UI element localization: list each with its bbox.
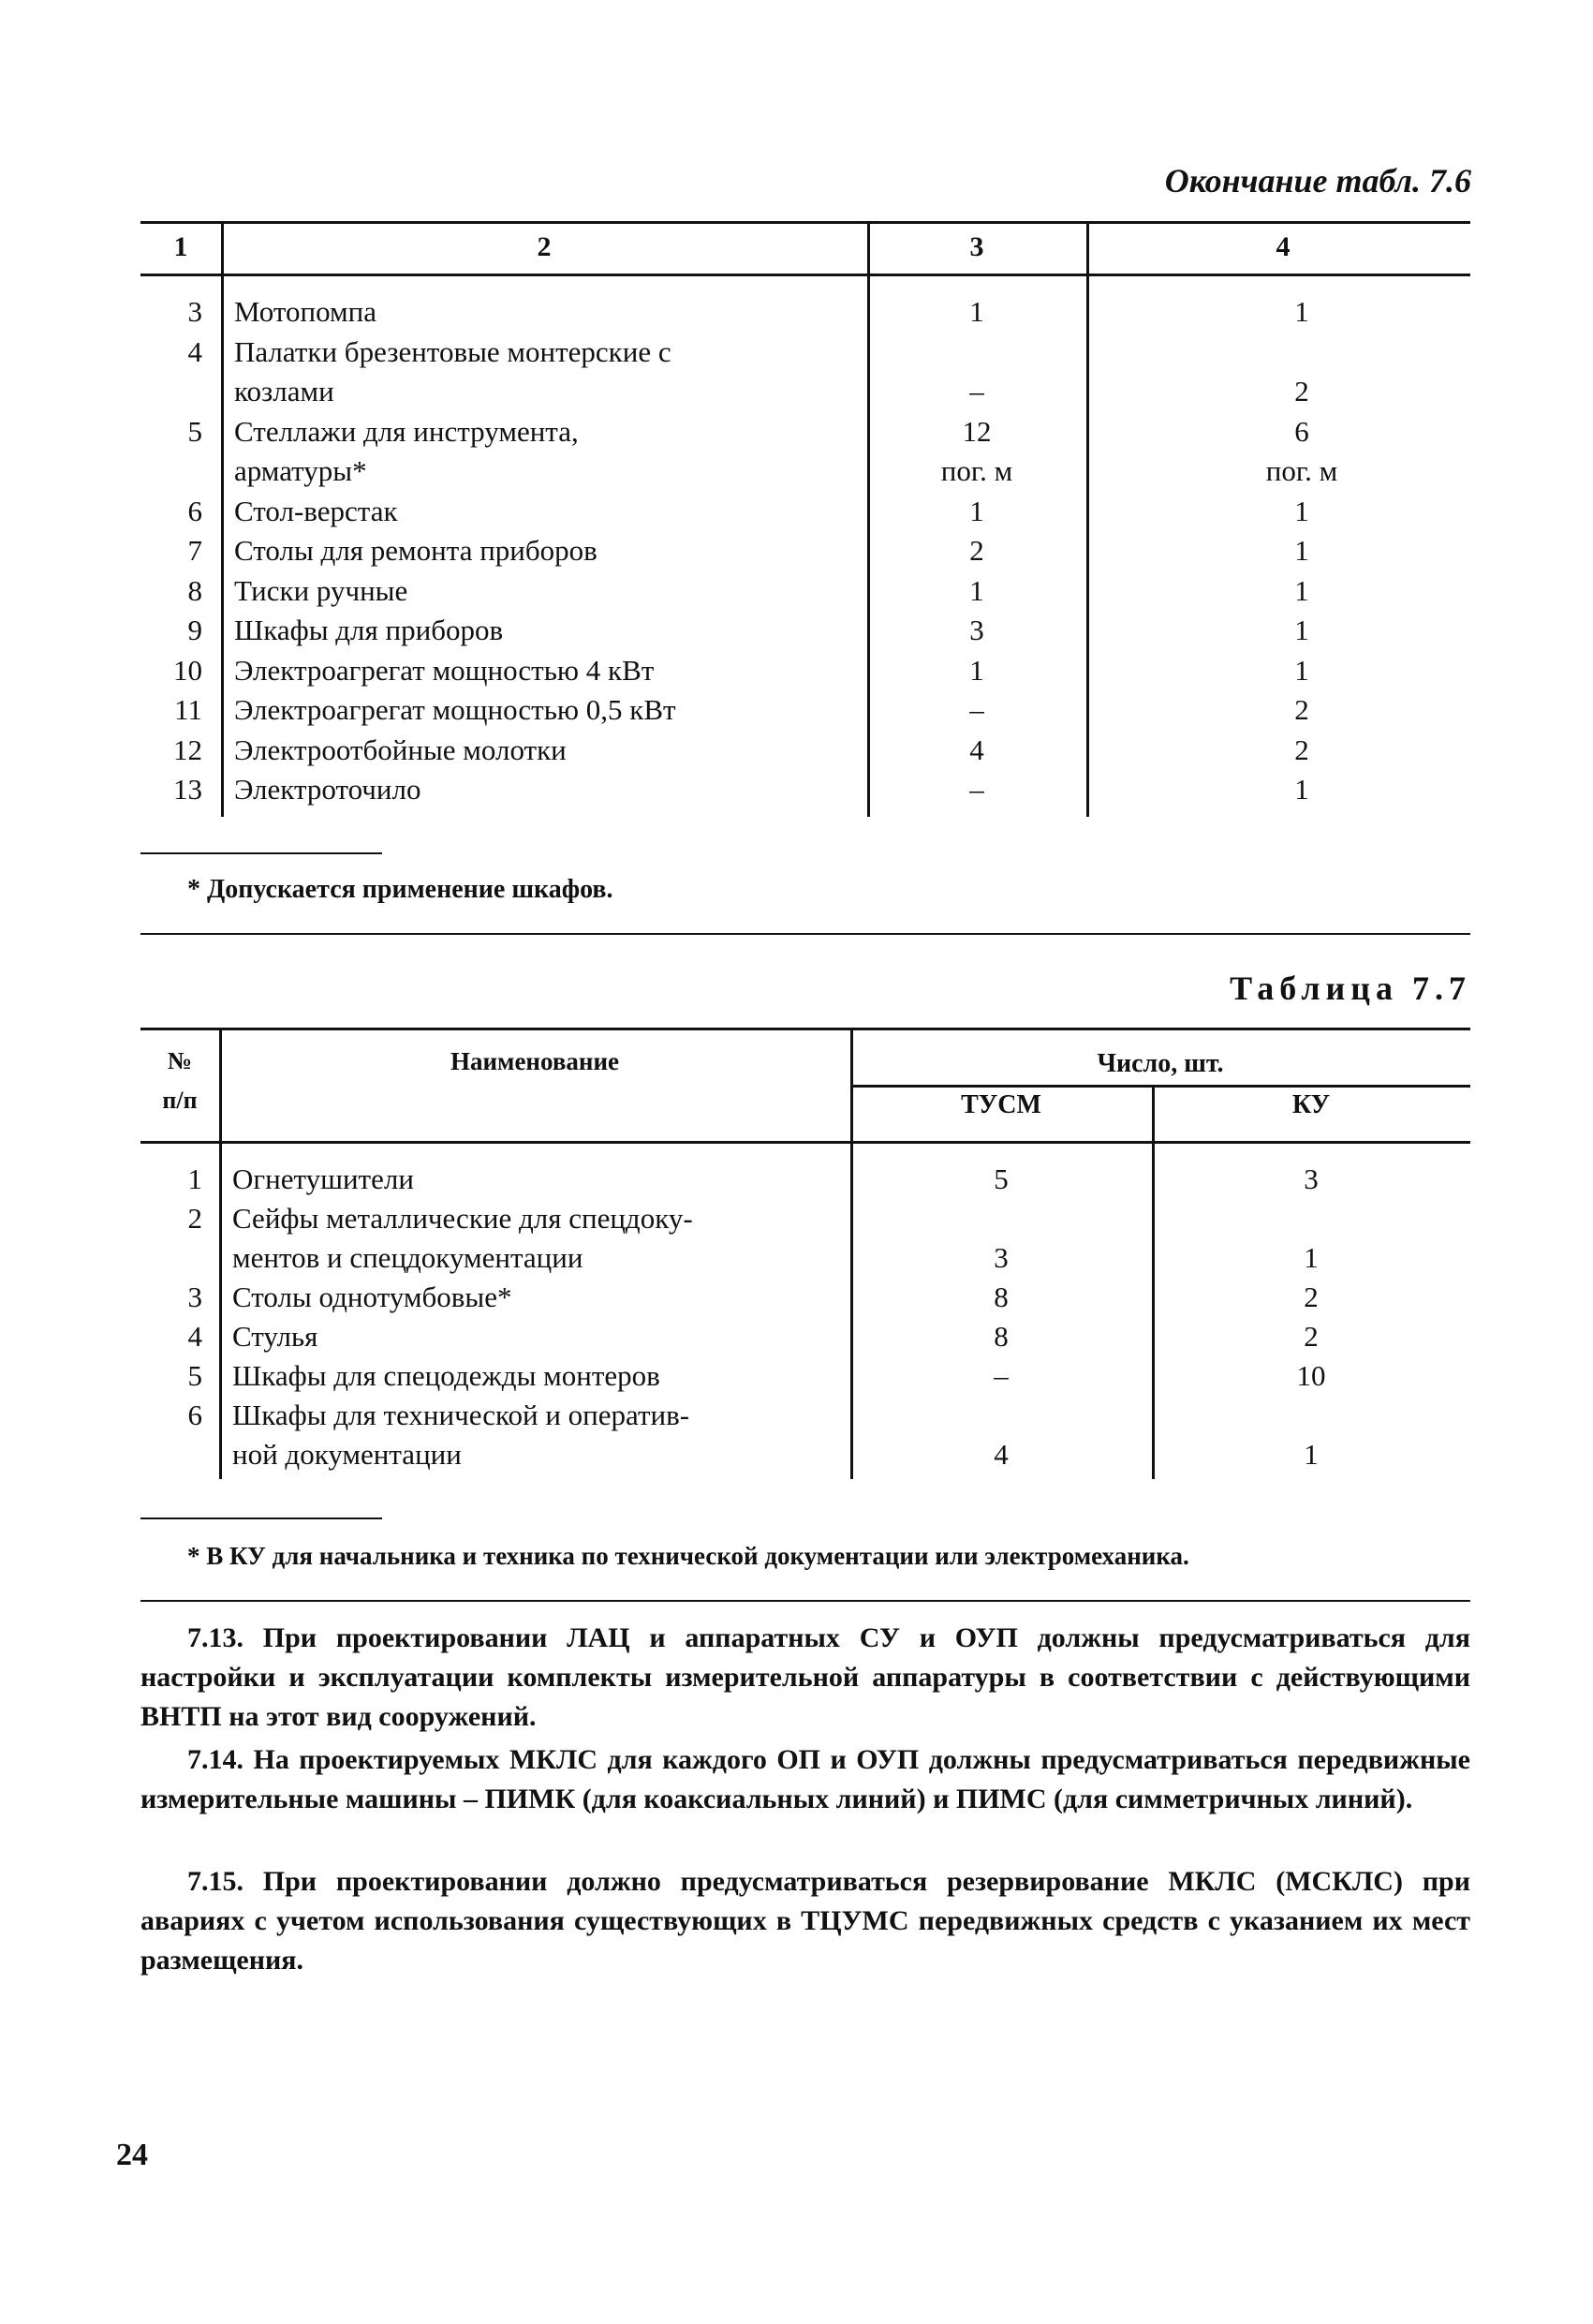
- value-col-a: –: [969, 773, 984, 806]
- value-col-a: 3: [969, 614, 984, 646]
- value-col-a: 1: [969, 573, 984, 607]
- row-number: 11: [174, 693, 202, 726]
- value-col-a: 1: [969, 653, 984, 687]
- value-col-b: 1: [1294, 534, 1309, 567]
- value-col-a: –: [969, 693, 984, 726]
- item-name: Мотопомпа: [234, 295, 376, 328]
- value-col-b: 6: [1294, 414, 1309, 448]
- paragraph-7-14: 7.14. На проектируемых МКЛС для каждого ОП и ОУП должны предусматриваться передвижные измерительные машины – ПИМК (для коаксиальных линий) и ПИМС (для симметричных линий).: [140, 1744, 1470, 1814]
- table-7-6-footnote: * Допускается применение шкафов.: [187, 875, 613, 904]
- item-name: Столы однотумбовые*: [232, 1280, 512, 1313]
- row-number: 5: [187, 414, 202, 448]
- value-col-b: 2: [1304, 1280, 1319, 1313]
- row-number: 13: [173, 773, 202, 806]
- header-name: Наименование: [450, 1047, 619, 1075]
- col-header-2: 2: [537, 231, 552, 262]
- value-col-a: 1: [969, 295, 984, 328]
- item-name: Шкафы для спецодежды монтеров: [232, 1359, 660, 1392]
- item-name: Шкафы для приборов: [234, 614, 504, 646]
- row-number: 6: [187, 494, 202, 527]
- item-name: Стеллажи для инструмента,: [234, 414, 579, 448]
- value-col-a: 3: [994, 1241, 1009, 1274]
- row-number: 3: [187, 295, 202, 328]
- value-col-b: 2: [1304, 1320, 1319, 1353]
- item-name: козлами: [234, 375, 334, 407]
- value-col-a: 12: [962, 414, 992, 448]
- value-col-b: 1: [1294, 494, 1309, 527]
- value-col-a: 4: [994, 1438, 1009, 1471]
- value-col-b: 1: [1294, 573, 1309, 607]
- value-col-a: 8: [994, 1320, 1009, 1353]
- item-name: Огнетушители: [232, 1162, 414, 1195]
- row-number: 10: [173, 653, 202, 687]
- item-name: Электроточило: [234, 773, 421, 806]
- value-col-b: 2: [1294, 693, 1309, 726]
- row-number: 9: [187, 614, 202, 646]
- value-col-a: –: [969, 375, 984, 407]
- value-col-a: 2: [969, 534, 984, 567]
- item-name: Шкафы для технической и оператив-: [232, 1399, 690, 1431]
- value-col-b: 1: [1294, 295, 1309, 328]
- value-col-a: пог. м: [940, 454, 1013, 487]
- row-number: 6: [187, 1399, 202, 1431]
- col-header-1: 1: [173, 231, 188, 262]
- value-col-a: –: [994, 1359, 1009, 1392]
- value-col-b: 2: [1294, 733, 1309, 766]
- row-number: 2: [187, 1202, 202, 1235]
- item-name: Стол-верстак: [234, 494, 398, 527]
- header-number-abbrev: п/п: [162, 1087, 198, 1114]
- row-number: 8: [187, 573, 202, 607]
- value-col-b: 1: [1294, 653, 1309, 687]
- table-7-7-title: Таблица 7.7: [1230, 970, 1471, 1007]
- header-tusm: ТУСМ: [961, 1090, 1041, 1119]
- item-name: Электроотбойные молотки: [234, 733, 567, 766]
- value-col-b: пог. м: [1265, 454, 1338, 487]
- item-name: арматуры*: [234, 454, 367, 487]
- row-number: 1: [187, 1162, 202, 1195]
- value-col-b: 1: [1294, 614, 1309, 646]
- item-name: Столы для ремонта приборов: [234, 534, 597, 567]
- value-col-b: 1: [1304, 1241, 1319, 1274]
- item-name: Сейфы металлические для спецдоку-: [232, 1202, 693, 1235]
- value-col-b: 2: [1294, 375, 1309, 407]
- header-ku: КУ: [1291, 1090, 1331, 1119]
- row-number: 12: [173, 733, 202, 766]
- col-header-3: 3: [969, 231, 984, 262]
- row-number: 5: [187, 1359, 202, 1392]
- value-col-b: 1: [1304, 1438, 1319, 1471]
- paragraph-7-13: 7.13. При проектировании ЛАЦ и аппаратных СУ и ОУП должны предусматриваться для настройки и эксплуатации комплекты измерительной аппаратуры в соответствии с действующими ВНТП на этот вид сооружений.: [140, 1622, 1470, 1732]
- value-col-b: 1: [1294, 773, 1309, 806]
- col-header-4: 4: [1276, 231, 1291, 262]
- item-name: Палатки брезентовые монтерские с: [234, 334, 671, 368]
- value-col-b: 3: [1304, 1162, 1319, 1195]
- value-col-a: 8: [994, 1280, 1009, 1313]
- item-name: Электроагрегат мощностью 4 кВт: [234, 653, 655, 687]
- item-name: Тиски ручные: [234, 573, 408, 607]
- row-number: 7: [187, 534, 202, 567]
- row-number: 4: [187, 334, 202, 368]
- value-col-a: 1: [969, 494, 984, 527]
- row-number: 4: [187, 1320, 202, 1353]
- item-name: Электроагрегат мощностью 0,5 кВт: [234, 693, 676, 726]
- item-name: ментов и спецдокументации: [232, 1241, 583, 1274]
- header-number-symbol: №: [167, 1047, 193, 1074]
- header-count: Число, шт.: [1097, 1049, 1224, 1078]
- row-number: 3: [187, 1280, 202, 1313]
- table-7-6-caption: Окончание табл. 7.6: [1164, 162, 1471, 200]
- item-name: Стулья: [232, 1320, 318, 1353]
- value-col-b: 10: [1296, 1359, 1326, 1392]
- paragraph-7-15: 7.15. При проектировании должно предусматриваться резервирование МКЛС (МСКЛС) при авариях с учетом использования существующих в ТЦУМС передвижных средств с указанием их мест размещения.: [140, 1866, 1470, 1976]
- value-col-a: 4: [969, 733, 984, 766]
- value-col-a: 5: [994, 1162, 1009, 1195]
- table-7-7-footnote: * В КУ для начальника и техника по технической документации или электромеханика.: [187, 1542, 1189, 1570]
- item-name: ной документации: [232, 1438, 462, 1471]
- page-number: 24: [116, 2138, 148, 2172]
